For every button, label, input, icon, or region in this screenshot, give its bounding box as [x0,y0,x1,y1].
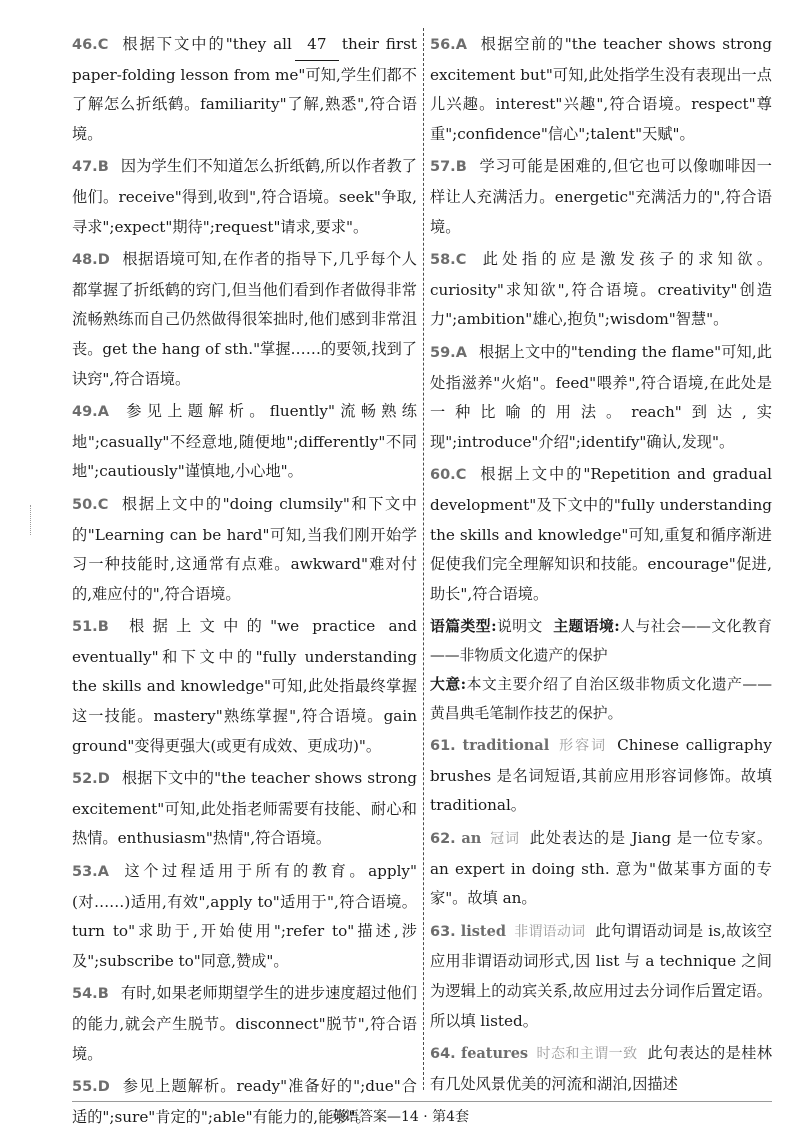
answer-entry-50 [72,490,417,609]
explanation-text: their first paper-folding lesson from me"可知,学生们都不了解怎么折纸鹤。familiarity"了解,熟悉",符合语境。 [72,35,417,143]
grammar-tag: 冠词 [489,831,520,848]
theme-value: 人与社会——文化教育——非物质文化遗产的保护 [430,618,772,665]
question-number: 50. [72,496,98,513]
answer-entry-60 [430,460,772,609]
answer-entry-53 [72,857,417,976]
scan-mark [30,505,34,535]
passage-type-label: 语篇类型: [430,618,497,636]
answer-entry-56 [430,30,772,149]
answer-letter: A [455,37,467,53]
answer-letter: B [97,619,109,636]
question-number: 49. [72,404,98,421]
answer-letter: A [97,864,109,881]
answer-entry-59 [430,338,772,457]
explanation-text: 此处指的应是激发孩子的求知欲。curiosity"求知欲",符合语境。creativity"创造力";ambition"雄心,抱负";wisdom"智慧"。 [430,250,772,329]
passage-type-line [430,612,772,670]
question-number: 63. [430,923,456,940]
explanation-text: 根据空前的"the teacher shows strong excitement but"可知,此处指学生没有表现出一点儿兴趣。interest"兴趣",符合语境。respect"尊重";confidence"信心";talent"天赋"。 [430,35,772,143]
footer-rule [72,1101,772,1102]
answer-word: traditional [462,737,550,755]
answer-letter: B [97,986,109,1003]
explanation-text: 根据上文中的"we practice and eventually"和下文中的"fully understanding the skills and knowledge"可知,此处指最终掌握这一技能。mastery"熟练掌握",符合语境。gain ground"变得更强大(或更有成效、更成功)"。 [72,617,417,755]
answer-entry-61 [430,731,772,821]
explanation-text: 参见上题解析。ready"准备好的";due"合适的";sure"肯定的";able"有能力的,能够"。 [72,1077,417,1126]
page-footer: 英语答案—14 · 第4套 [330,1109,470,1125]
question-number: 52. [72,771,98,788]
explanation-text: 有时,如果老师期望学生的进步速度超过他们的能力,就会产生脱节。disconnect"脱节",符合语境。 [72,984,417,1063]
answer-entry-62 [430,824,772,914]
explanation-text: 学习可能是困难的,但它也可以像咖啡因一样让人充满活力。energetic"充满活力的",符合语境。 [430,157,772,236]
answer-letter: C [455,467,467,484]
answer-entry-47 [72,152,417,242]
answer-entry-54 [72,979,417,1069]
question-number: 55. [72,1079,98,1096]
summary-label: 大意: [430,676,467,694]
answer-letter: D [97,252,110,269]
answer-letter: D [97,771,110,788]
question-number: 46. [72,37,98,53]
question-number: 64. [430,1046,456,1063]
grammar-tag: 形容词 [557,738,608,755]
right-column [430,30,772,1092]
answer-entry-51 [72,612,417,761]
question-number: 60. [430,467,456,484]
explanation-text: 根据上文中的"tending the flame"可知,此处指滋养"火焰"。feed"喂养",符合语境,在此处是一种比喻的用法。reach"到达,实现";introduce"介绍";identify"确认,发现"。 [430,342,772,451]
explanation-text: 参见上题解析。fluently"流畅熟练地";casually"不经意地,随便地";differently"不同地";cautiously"谨慎地,小心地"。 [72,402,417,481]
passage-summary-line [430,670,772,728]
question-number: 51. [72,619,98,636]
grammar-tag: 时态和主谓一致 [536,1046,638,1063]
question-number: 59. [430,344,456,361]
grammar-tag: 非谓语动词 [514,923,586,940]
answer-letter: D [97,1079,110,1096]
blank-number: 47 [295,30,339,61]
question-number: 54. [72,986,98,1003]
question-number: 48. [72,252,98,269]
column-divider [423,28,424,1090]
answer-letter: B [97,159,109,176]
answer-entry-46 [72,30,417,149]
question-number: 61. [430,738,456,755]
answer-entry-64 [430,1039,772,1099]
answer-entry-63 [430,917,772,1036]
question-number: 47. [72,159,98,176]
summary-value: 本文主要介绍了自治区级非物质文化遗产——黄昌典毛笔制作技艺的保护。 [430,676,772,723]
theme-label: 主题语境: [553,618,620,636]
answer-word: listed [460,922,506,940]
explanation-text: Chinese calligraphy brushes 是名词短语,其前应用形容词修饰。故填 traditional。 [430,736,772,815]
explanation-text: 根据下文中的"the teacher shows strong excitement"可知,此处指老师需要有技能、耐心和热情。enthusiasm"热情",符合语境。 [72,769,417,848]
question-number: 58. [430,252,456,269]
question-number: 53. [72,864,98,881]
answer-entry-57 [430,152,772,242]
answer-entry-52 [72,764,417,854]
answer-letter: B [455,159,467,176]
answer-letter: C [97,496,109,513]
answer-letter: C [455,252,467,269]
explanation-text: 此句表达的是桂林有几处风景优美的河流和湖泊,因描述 [430,1044,773,1093]
explanation-text: 根据上文中的"doing clumsily"和下文中的"Learning can be hard"可知,当我们刚开始学习一种技能时,这通常有点难。awkward"难对付的,难应付的",符合语境。 [72,494,417,603]
explanation-text: 根据下文中的"they all [120,35,292,53]
answer-letter: A [97,404,109,421]
explanation-text: 此处表达的是 Jiang 是一位专家。an expert in doing sth. 意为"做某事方面的专家"。故填 an。 [430,829,773,908]
question-number: 56. [430,37,456,53]
answer-entry-48 [72,245,417,394]
answer-entry-49 [72,397,417,487]
passage-type-value: 说明文 [496,618,543,636]
question-number: 57. [430,159,456,176]
answer-letter: A [455,344,467,361]
explanation-text: 这个过程适用于所有的教育。apply"(对……)适用,有效",apply to"适用于",符合语境。turn to"求助于,开始使用";refer to"描述,涉及";subscribe to"同意,赞成"。 [72,862,417,970]
question-number: 62. [430,831,456,848]
explanation-text: 此句谓语动词是 is,故该空应用非谓语动词形式,因 list 与 a technique 之间为逻辑上的动宾关系,故应用过去分词作后置定语。所以填 listed。 [430,921,773,1030]
answer-letter: C [97,37,109,53]
explanation-text: 根据语境可知,在作者的指导下,几乎每个人都掌握了折纸鹤的窍门,但当他们看到作者做得非常流畅熟练而自己仍然做得很笨拙时,他们感到非常沮丧。get the hang of sth."掌握……的要领,找到了诀窍",符合语境。 [72,250,417,388]
answer-entry-58 [430,245,772,335]
explanation-text: 根据上文中的"Repetition and gradual development"及下文中的"fully understanding the skills and knowledge"可知,重复和循序渐进促使我们完全理解知识和技能。encourage"促进,助长",符合语境。 [430,465,772,603]
explanation-text: 因为学生们不知道怎么折纸鹤,所以作者教了他们。receive"得到,收到",符合语境。seek"争取,寻求";expect"期待";request"请求,要求"。 [72,157,417,236]
answer-word: features [460,1045,529,1063]
answer-word: an [461,830,482,848]
